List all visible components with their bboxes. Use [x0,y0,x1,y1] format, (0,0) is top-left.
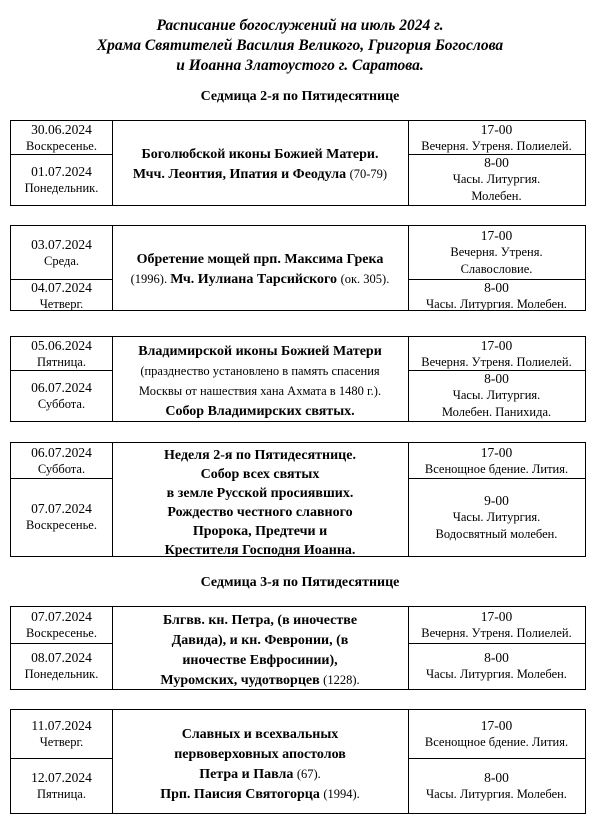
feast-description [112,341,408,421]
feast-name: Неделя 2-я по Пятидесятнице. [164,447,356,463]
service-time-cell [408,370,585,421]
service-list: Всенощное бдение. Лития. [424,735,569,749]
schedule-title-line-1: Расписание богослужений на июль 2024 г. [156,17,444,34]
feast-name: Пророка, Предтечи и [192,523,328,539]
feast-line [112,744,408,764]
service-time-cell [408,227,585,278]
service-time: 17-00 [480,718,513,733]
feast-name: Муромских, чудотворцев [160,673,324,688]
service-list: Вечерня. Утреня. Полиелей. [421,355,572,369]
service-block [10,442,586,557]
service-time-cell [408,121,585,155]
weekday: Четверг. [39,735,84,749]
date-cell [11,236,112,270]
service-time-cell [408,337,585,371]
feast-description [112,446,408,560]
feast-line [112,503,408,522]
service-block [10,225,586,311]
week-heading: Седмица 3-я по Пятидесятнице [200,575,400,590]
feast-line [112,610,408,630]
service-date: 07.07.2024 [31,501,92,516]
feast-name: иночестве Евфросинии), [182,653,338,668]
weekday: Среда. [43,253,79,268]
feast-name: Крестителя Господня Иоанна. [164,542,356,558]
feast-name: Блгвв. кн. Петра, (в иночестве [162,613,358,628]
service-date: 04.07.2024 [31,280,92,295]
service-list: Молебен. Панихида. [441,405,552,419]
feast-name: Давида), и кн. Февронии, (в [171,633,349,648]
date-cell [11,337,112,371]
feast-line [112,650,408,670]
service-time: 8-00 [484,650,509,665]
service-list: Славословие. [460,262,533,276]
service-time: 9-00 [484,492,509,508]
service-date: 07.07.2024 [31,609,92,624]
service-date: 11.07.2024 [31,718,92,733]
feast-line [112,446,408,465]
feast-name: Прп. Паисия Святогорца [160,786,324,802]
service-time-cell [408,608,585,642]
service-time: 8-00 [484,155,509,170]
feast-line [112,144,408,164]
feast-name: Рождество честного славного [167,504,353,520]
row-divider [408,478,585,479]
weekday: Понедельник. [24,180,99,195]
service-list: Вечерня. Утреня. Полиелей. [421,626,572,640]
feast-name: Собор Владимирских святых. [165,404,355,419]
service-block [10,336,586,422]
service-list: Часы. Литургия. [452,172,541,186]
service-list: Часы. Литургия. Молебен. [426,297,567,311]
feast-line [112,361,408,381]
schedule-title-line-2: Храма Святителей Василия Великого, Григория Богослова [96,37,504,54]
date-cell [11,717,112,751]
feast-line [112,164,408,184]
service-block [10,606,586,690]
date-cell [11,163,112,197]
service-time: 8-00 [484,769,509,785]
weekday: Суббота. [37,461,86,476]
weekday: Четверг. [39,297,84,311]
schedule-title-line-3: и Иоанна Златоустого г. Саратова. [176,57,424,74]
feast-name: Мч. Иулиана Тарсийского [170,272,341,287]
feast-note: (70-79) [349,167,388,181]
feast-line [112,341,408,361]
service-date: 30.06.2024 [31,122,92,137]
feast-line [112,630,408,650]
service-list: Всенощное бдение. Лития. [424,461,569,476]
service-date: 01.07.2024 [31,163,92,179]
weekday: Пятница. [37,786,86,801]
feast-line [112,484,408,503]
feast-line [112,541,408,560]
week-heading: Седмица 2-я по Пятидесятнице [200,89,400,104]
service-time-cell [408,717,585,751]
service-time: 8-00 [484,280,509,295]
service-list: Молебен. [471,189,522,203]
weekday: Воскресенье. [26,139,97,153]
feast-note: (1228). [323,673,360,687]
service-date: 06.07.2024 [31,444,92,460]
feast-name: Петра и Павла [199,766,297,782]
feast-note: Москвы от нашествия хана Ахмата в 1480 г.). [138,384,382,398]
weekday: Воскресенье. [26,518,97,532]
service-block [10,120,586,206]
service-date: 03.07.2024 [31,236,92,252]
service-time-cell [408,649,585,683]
feast-name: Мчч. Леонтия, Ипатия и Феодула [132,167,350,182]
feast-line [112,249,408,269]
feast-note: (празднество установлено в память спасения [140,364,380,378]
service-time: 17-00 [480,228,513,243]
service-time-cell [408,279,585,313]
service-list: Часы. Литургия. [452,509,541,524]
service-date: 06.07.2024 [31,379,92,395]
feast-name: Собор всех святых [200,466,320,482]
feast-description [112,249,408,289]
row-divider [11,478,112,479]
service-time: 17-00 [480,609,513,624]
service-list: Водосвятный молебен. [435,526,558,541]
row-divider [408,758,585,759]
feast-note: (67). [296,766,321,781]
feast-name: Владимирской иконы Божией Матери [138,344,382,359]
feast-note: (1996). [130,272,171,286]
service-time-cell [408,769,585,803]
date-cell [11,121,112,155]
feast-line [112,724,408,744]
feast-name: Обретение мощей прп. Максима Грека [136,252,384,267]
feast-description [112,724,408,804]
feast-line [112,670,408,690]
date-cell [11,608,112,642]
date-cell [11,279,112,313]
feast-line [112,522,408,541]
date-cell [11,444,112,478]
feast-name: в земле Русской просиявших. [166,485,354,501]
service-list: Вечерня. Утреня. Полиелей. [421,139,572,153]
feast-note: (ок. 305). [340,272,390,286]
service-time: 17-00 [480,122,513,137]
row-divider [408,643,585,644]
feast-description [112,144,408,184]
service-time-cell [408,444,585,478]
service-list: Вечерня. Утреня. [450,245,543,259]
feast-line [112,465,408,484]
feast-line [112,401,408,421]
service-time: 17-00 [480,338,513,353]
service-date: 12.07.2024 [31,769,92,785]
service-date: 08.07.2024 [31,650,92,665]
feast-name: Боголюбской иконы Божией Матери. [141,147,379,162]
feast-line [112,381,408,401]
service-time-cell [408,492,585,543]
date-cell [11,769,112,803]
service-time: 8-00 [484,371,509,386]
weekday: Воскресенье. [26,626,97,640]
service-list: Часы. Литургия. Молебен. [426,786,567,801]
row-divider [11,643,112,644]
feast-line [112,784,408,804]
service-block [10,709,586,814]
feast-note: (1994). [323,786,360,801]
date-cell [11,500,112,534]
feast-name: Славных и всехвальных [181,726,339,742]
service-time-cell [408,154,585,205]
date-cell [11,379,112,413]
service-time: 17-00 [480,444,513,460]
feast-line [112,269,408,289]
weekday: Понедельник. [24,667,99,681]
feast-line [112,764,408,784]
feast-name: первоверховных апостолов [174,746,346,762]
weekday: Пятница. [37,355,86,369]
service-list: Часы. Литургия. Молебен. [426,667,567,681]
weekday: Суббота. [37,396,86,411]
row-divider [11,758,112,759]
feast-description [112,610,408,690]
service-list: Часы. Литургия. [452,388,541,402]
date-cell [11,649,112,683]
service-date: 05.06.2024 [31,338,92,353]
